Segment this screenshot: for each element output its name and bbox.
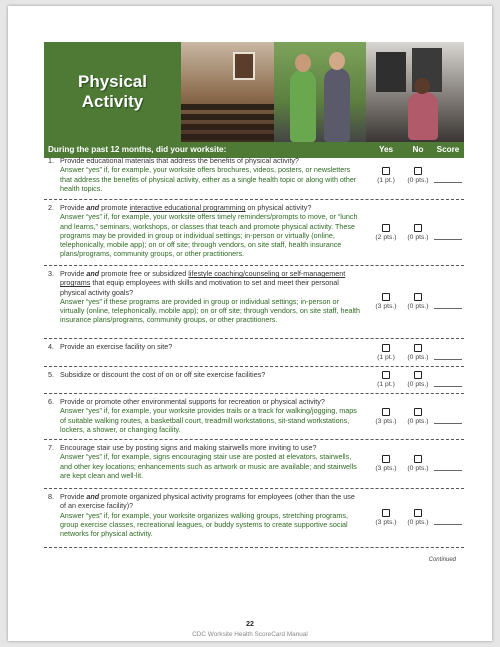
no-points: (0 pts.) <box>407 418 429 425</box>
answer-guidance: Answer “yes” if, for example, your worksite provides trails or a track for walking/jogging, maps of suitable walking routes, a basketball court, treadmill workstations, sit-stand workstations, lockers, a shower, or changing facility. <box>60 406 357 434</box>
question-text <box>60 203 362 259</box>
yes-points: (1 pt.) <box>377 381 395 388</box>
no-checkbox[interactable] <box>414 408 422 416</box>
question-row <box>44 394 464 440</box>
answer-guidance: Answer “yes” if these programs are provided in group or individual settings; in-person or virtually (online, telephonically, mobile app); on or off site; through vendors, on site staff, health insurance plans/programs, community groups, or other practitioners. <box>60 296 361 325</box>
score-field[interactable] <box>434 182 462 183</box>
no-option <box>400 408 436 425</box>
no-option <box>400 509 436 526</box>
no-checkbox[interactable] <box>414 344 422 352</box>
score-field[interactable] <box>434 359 462 360</box>
question-text <box>60 397 362 434</box>
question-middle: promote organized physical activity programs for employees (other than the use of an exercise facility)? <box>60 492 355 511</box>
no-option <box>400 371 436 388</box>
stairs-photo <box>181 42 274 142</box>
score-field[interactable] <box>434 423 462 424</box>
yes-points: (3 pts.) <box>375 465 397 472</box>
manual-title: CDC Worksite Health ScoreCard Manual <box>192 631 308 638</box>
question-prefix: Provide <box>60 203 87 212</box>
yes-points: (1 pt.) <box>377 177 395 184</box>
question-suffix: on physical activity? <box>245 203 312 212</box>
question-row <box>44 440 464 489</box>
no-points: (0 pts.) <box>407 519 429 526</box>
question-row <box>44 339 464 367</box>
question-number: 3. <box>48 269 54 278</box>
question-text <box>60 492 362 538</box>
no-points: (0 pts.) <box>407 303 429 310</box>
no-checkbox[interactable] <box>414 371 422 379</box>
question-text <box>60 269 362 325</box>
question-prefix: Subsidize or discount the cost of on or off site exercise facilities? <box>60 370 266 379</box>
question-prefix: Provide or promote other environmental supports for recreation or physical activity? <box>60 397 325 406</box>
question-row <box>44 367 464 394</box>
question-prefix: Provide an exercise facility on site? <box>60 342 173 351</box>
no-points: (0 pts.) <box>407 465 429 472</box>
no-option <box>400 455 436 472</box>
yes-points: (3 pts.) <box>375 418 397 425</box>
yes-checkbox[interactable] <box>382 224 390 232</box>
question-number: 1. <box>48 156 54 165</box>
answer-guidance: Answer “yes” if, for example, signs encouraging stair use are posted at elevators, stairwells, and other key locations; enhancements such as artwork or music are available; and stairwells are kept clean and well-lit. <box>60 452 357 480</box>
question-number: 8. <box>48 492 54 501</box>
question-emphasis: and <box>86 492 100 501</box>
question-column-header: During the past 12 months, did your worksite: <box>48 145 227 154</box>
section-title <box>44 42 181 142</box>
question-number: 4. <box>48 342 54 351</box>
yes-checkbox[interactable] <box>382 371 390 379</box>
yes-checkbox[interactable] <box>382 293 390 301</box>
score-field[interactable] <box>434 524 462 525</box>
yes-option <box>368 371 404 388</box>
yes-option <box>368 167 404 184</box>
no-checkbox[interactable] <box>414 455 422 463</box>
answer-guidance: Answer “yes” if, for example, your worksite organizes walking groups, stretching programs, group exercise classes, recreational leagues, or buddy systems to create supportive social networks for physical activity. <box>60 510 349 539</box>
no-checkbox[interactable] <box>414 167 422 175</box>
yes-points: (1 pt.) <box>377 354 395 361</box>
question-text <box>60 156 362 193</box>
no-points: (0 pts.) <box>407 381 429 388</box>
question-number: 2. <box>48 203 54 212</box>
question-row <box>44 266 464 339</box>
score-field[interactable] <box>434 386 462 387</box>
exercise-machine-photo <box>366 42 464 142</box>
question-prefix: Provide <box>60 492 87 501</box>
no-points: (0 pts.) <box>407 354 429 361</box>
no-points: (0 pts.) <box>407 177 429 184</box>
question-prefix: Provide educational materials that address the benefits of physical activity? <box>60 156 299 165</box>
yes-checkbox[interactable] <box>382 509 390 517</box>
question-emphasis: and <box>86 269 100 278</box>
yes-option <box>368 224 404 241</box>
question-prefix: Encourage stair use by posting signs and making stairwells more inviting to use? <box>60 443 317 452</box>
answer-guidance: Answer “yes” if, for example, your worksite offers brochures, videos, posters, or newsletters that address the benefits of physical activity, either as a single health topic or along with other health topics. <box>60 165 357 193</box>
yes-points: (2 pts.) <box>375 234 397 241</box>
question-term-link: interactive educational programming <box>129 203 246 212</box>
yes-checkbox[interactable] <box>382 455 390 463</box>
walking-people-photo <box>274 42 366 142</box>
yes-column-header: Yes <box>378 145 394 154</box>
no-column-header: No <box>412 145 424 154</box>
yes-option <box>368 293 404 310</box>
title-line-1: Physical <box>78 72 147 91</box>
yes-checkbox[interactable] <box>382 408 390 416</box>
no-option <box>400 224 436 241</box>
question-row <box>44 200 464 266</box>
question-number: 5. <box>48 370 54 379</box>
continued-note: Continued <box>428 557 456 563</box>
question-middle: promote free or subsidized <box>99 269 189 278</box>
no-option <box>400 293 436 310</box>
question-middle: promote <box>99 203 130 212</box>
no-checkbox[interactable] <box>414 224 422 232</box>
question-row <box>44 489 464 548</box>
no-option <box>400 344 436 361</box>
question-text <box>60 370 362 379</box>
score-field[interactable] <box>434 470 462 471</box>
question-number: 6. <box>48 397 54 406</box>
no-points: (0 pts.) <box>407 234 429 241</box>
no-checkbox[interactable] <box>414 509 422 517</box>
yes-option <box>368 509 404 526</box>
question-row <box>44 153 464 200</box>
document-page <box>8 6 492 641</box>
yes-points: (3 pts.) <box>375 303 397 310</box>
question-text <box>60 443 362 480</box>
question-suffix: that equip employees with skills and motivation to set and meet their personal physical activity goals? <box>60 278 339 297</box>
score-field[interactable] <box>434 239 462 240</box>
page-number: 22 <box>246 621 254 628</box>
question-number: 7. <box>48 443 54 452</box>
question-term-link: lifestyle coaching/counseling or self-management programs <box>60 269 346 288</box>
answer-guidance: Answer “yes” if, for example, your worksite offers timely reminders/prompts to move, or “lunch and learns,” seminars, workshops, or classes that teach and promote physical activity. These programs may be provided in group or individual settings; in-person or virtually (online, telephonically, mobile app); on or off site; through vendors, on site staff, health insurance plans/programs, community groups, or other practitioners. <box>60 212 358 259</box>
yes-option <box>368 344 404 361</box>
yes-option <box>368 408 404 425</box>
question-prefix: Provide <box>60 269 87 278</box>
score-field[interactable] <box>434 308 462 309</box>
yes-checkbox[interactable] <box>382 167 390 175</box>
score-column-header: Score <box>436 145 460 154</box>
question-text <box>60 342 362 351</box>
no-checkbox[interactable] <box>414 293 422 301</box>
section-header <box>44 42 464 142</box>
yes-option <box>368 455 404 472</box>
question-emphasis: and <box>86 203 100 212</box>
yes-checkbox[interactable] <box>382 344 390 352</box>
title-line-2: Activity <box>81 92 144 111</box>
yes-points: (3 pts.) <box>375 519 397 526</box>
no-option <box>400 167 436 184</box>
